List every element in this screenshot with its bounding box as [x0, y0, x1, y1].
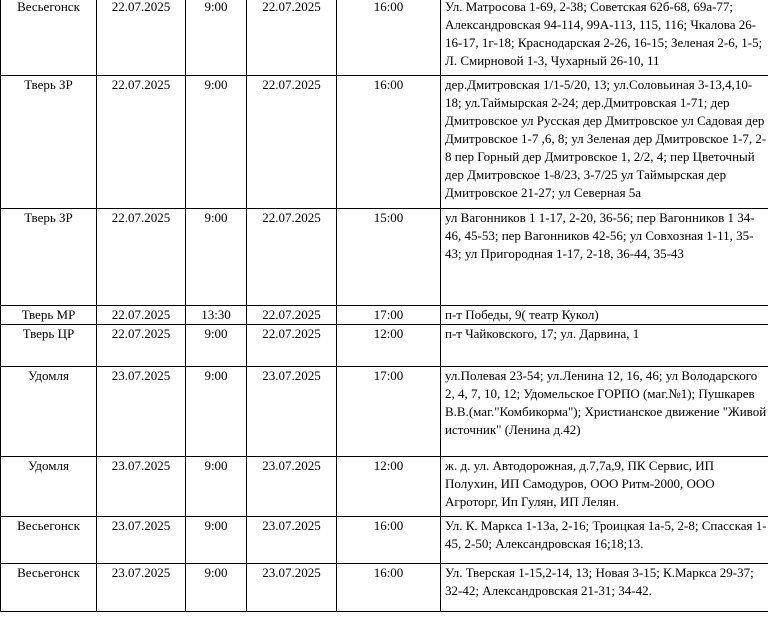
- table-row: [1, 209, 768, 306]
- addresses-cell: Ул. К. Маркса 1-13а, 2-16; Троицкая 1а-5, 2-8; Спасская 1-45, 2-50; Александровская 16;18;13.: [441, 517, 768, 564]
- addresses-cell: Ул. Тверская 1-15,2-14, 13; Новая 3-15; К.Маркса 29-37; 32-42; Александровская 21-31; 34-42.: [441, 564, 768, 612]
- end-date-cell: 23.07.2025: [247, 457, 337, 517]
- city-cell: Весьегонск: [1, 0, 97, 76]
- end-time-cell: 12:00: [337, 325, 441, 367]
- start-date-cell: 23.07.2025: [97, 517, 186, 564]
- start-date-cell: 22.07.2025: [97, 306, 186, 325]
- city-cell: Тверь ЦР: [1, 325, 97, 367]
- table-row: [1, 457, 768, 517]
- city-cell: Тверь ЗР: [1, 76, 97, 209]
- addresses-cell: дер.Дмитровская 1/1-5/20, 13; ул.Соловьиная 3-13,4,10-18; ул.Таймырская 2-24; дер.Дмитровская 1-71; дер Дмитровское ул Русская дер Дмитровское ул Садовая дер Дмитровское 1-7 ,6, 8; ул Зеленая дер Дмитровское 1-7, 2-8 пер Горный дер Дмитровское 1, 2/2, 4; пер Цветочный дер Дмитровское 1-8/23, 3-7/25 ул Таймырская дер Дмитровское 21-27; ул Северная 5а: [441, 76, 768, 209]
- city-cell: Удомля: [1, 367, 97, 457]
- end-time-cell: 16:00: [337, 517, 441, 564]
- start-date-cell: 23.07.2025: [97, 457, 186, 517]
- addresses-cell: ул.Полевая 23-54; ул.Ленина 12, 16, 46; ул Володарского 2, 4, 7, 10, 12; Удомельское ГОРПО (маг.№1); Пушкарев В.В.(маг."Комбикорма"); Христианское движение "Живой источник" (Ленина д.42): [441, 367, 768, 457]
- start-date-cell: 22.07.2025: [97, 0, 186, 76]
- start-time-cell: 9:00: [186, 517, 247, 564]
- addresses-cell: ж. д. ул. Автодорожная, д.7,7а,9, ПК Сервис, ИП Полухин, ИП Самодуров, ООО Ритм-2000, ООО Агроторг, Ип Гулян, ИП Лелян.: [441, 457, 768, 517]
- start-time-cell: 9:00: [186, 457, 247, 517]
- table-row: [1, 306, 768, 325]
- start-date-cell: 22.07.2025: [97, 76, 186, 209]
- end-date-cell: 23.07.2025: [247, 367, 337, 457]
- table-row: [1, 0, 768, 76]
- table-row: [1, 564, 768, 612]
- start-date-cell: 23.07.2025: [97, 367, 186, 457]
- addresses-cell: ул Вагонников 1 1-17, 2-20, 36-56; пер Вагонников 1 34-46, 45-53; пер Вагонников 42-56; ул Совхозная 1-11, 35-43; ул Пригородная 1-17, 2-18, 36-44, 35-43: [441, 209, 768, 306]
- start-time-cell: 9:00: [186, 564, 247, 612]
- table-row: [1, 325, 768, 367]
- start-date-cell: 22.07.2025: [97, 325, 186, 367]
- end-time-cell: 17:00: [337, 367, 441, 457]
- city-cell: Весьегонск: [1, 564, 97, 612]
- start-time-cell: 13:30: [186, 306, 247, 325]
- city-cell: Весьегонск: [1, 517, 97, 564]
- end-time-cell: 16:00: [337, 564, 441, 612]
- city-cell: Тверь ЗР: [1, 209, 97, 306]
- table-row: [1, 76, 768, 209]
- table-row: [1, 367, 768, 457]
- addresses-cell: Ул. Матросова 1-69, 2-38; Советская 62б-68, 69а-77; Александровская 94-114, 99А-113, 115, 116; Чкалова 26-16-17, 1г-18; Краснодарская 2-26, 16-15; Зеленая 2-6, 1-5; Л. Смирновой 1-3, Чухарный 26-10, 11: [441, 0, 768, 76]
- city-cell: Удомля: [1, 457, 97, 517]
- addresses-cell: п-т Победы, 9( театр Кукол): [441, 306, 768, 325]
- start-time-cell: 9:00: [186, 76, 247, 209]
- end-time-cell: 16:00: [337, 0, 441, 76]
- end-time-cell: 15:00: [337, 209, 441, 306]
- table-row: [1, 517, 768, 564]
- end-date-cell: 22.07.2025: [247, 76, 337, 209]
- end-date-cell: 22.07.2025: [247, 0, 337, 76]
- addresses-cell: п-т Чайковского, 17; ул. Дарвина, 1: [441, 325, 768, 367]
- start-time-cell: 9:00: [186, 367, 247, 457]
- start-date-cell: 22.07.2025: [97, 209, 186, 306]
- end-time-cell: 12:00: [337, 457, 441, 517]
- end-time-cell: 17:00: [337, 306, 441, 325]
- end-time-cell: 16:00: [337, 76, 441, 209]
- end-date-cell: 22.07.2025: [247, 306, 337, 325]
- end-date-cell: 22.07.2025: [247, 325, 337, 367]
- end-date-cell: 22.07.2025: [247, 209, 337, 306]
- start-time-cell: 9:00: [186, 325, 247, 367]
- start-date-cell: 23.07.2025: [97, 564, 186, 612]
- city-cell: Тверь МР: [1, 306, 97, 325]
- start-time-cell: 9:00: [186, 209, 247, 306]
- end-date-cell: 23.07.2025: [247, 517, 337, 564]
- end-date-cell: 23.07.2025: [247, 564, 337, 612]
- start-time-cell: 9:00: [186, 0, 247, 76]
